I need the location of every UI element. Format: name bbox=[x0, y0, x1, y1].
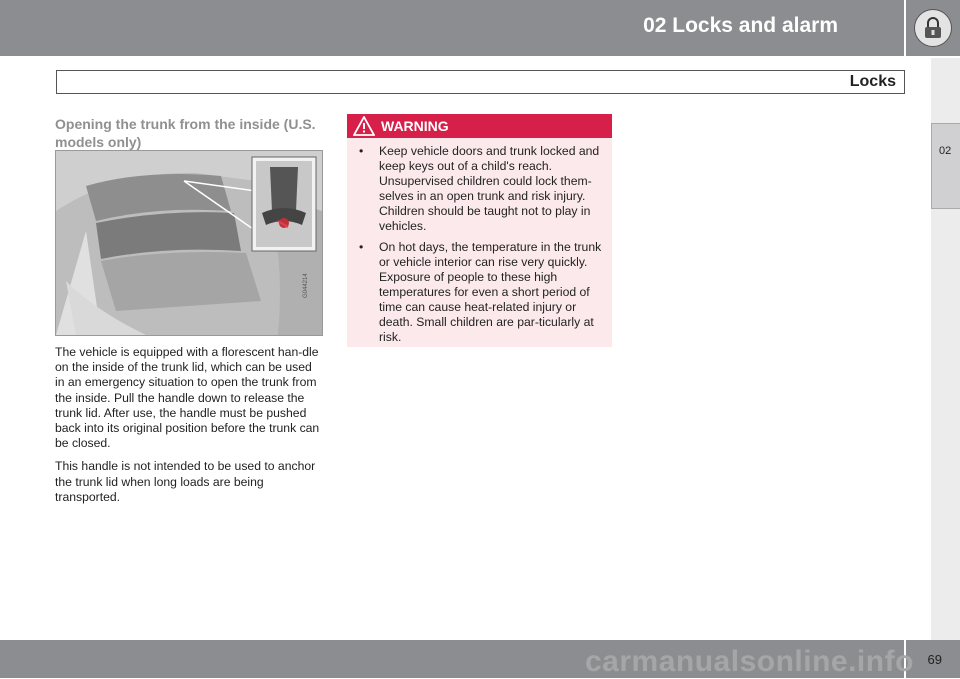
section-header bbox=[56, 70, 905, 94]
figure-code: G044214 bbox=[303, 273, 309, 298]
bullet: • bbox=[359, 240, 364, 254]
subheading: Opening the trunk from the inside (U.S. models only) bbox=[55, 116, 316, 150]
header-bar bbox=[0, 0, 904, 56]
side-tab-02[interactable] bbox=[931, 123, 960, 209]
warning-item-text: On hot days, the temperature in the trunk or vehicle interior can rise very quickly. Exposure of people to these high temperatures for even a short period of time can cause heat-related injury or death. Small children are par-ticularly at risk. bbox=[379, 240, 602, 344]
warning-box bbox=[347, 114, 612, 347]
chapter-title: 02 Locks and alarm bbox=[643, 14, 838, 37]
section-title: Locks bbox=[849, 73, 896, 90]
warning-list bbox=[347, 144, 612, 345]
warning-triangle-icon bbox=[353, 116, 375, 141]
body-text bbox=[55, 345, 323, 513]
warning-title: WARNING bbox=[381, 118, 449, 134]
lock-icon bbox=[914, 9, 952, 47]
page-number: 69 bbox=[927, 652, 942, 667]
warning-item bbox=[359, 240, 604, 345]
warning-item bbox=[359, 144, 604, 234]
warning-item-text: Keep vehicle doors and trunk locked and keep keys out of a child's reach. Unsupervised children could lock them-selves in an open trunk and risk injury. Children should be taught not to play in vehicles. bbox=[379, 144, 600, 233]
paragraph-2: This handle is not intended to be used to anchor the trunk lid when long loads are being transported. bbox=[55, 459, 316, 504]
watermark: carmanualsonline.info bbox=[585, 645, 914, 678]
bullet: • bbox=[359, 144, 364, 158]
chapter-icon-box bbox=[906, 0, 960, 56]
page-number-box bbox=[906, 640, 960, 678]
warning-header bbox=[347, 114, 612, 138]
paragraph-1: The vehicle is equipped with a florescent han-dle on the inside of the trunk lid, which can be used in an emergency situation to open the trunk from the inside. Pull the handle down to release the trunk lid. After use, the handle must be pushed back into its original position before the trunk can be closed. bbox=[55, 345, 320, 451]
side-tab-label: 02 bbox=[939, 145, 952, 157]
trunk-illustration bbox=[55, 150, 323, 336]
